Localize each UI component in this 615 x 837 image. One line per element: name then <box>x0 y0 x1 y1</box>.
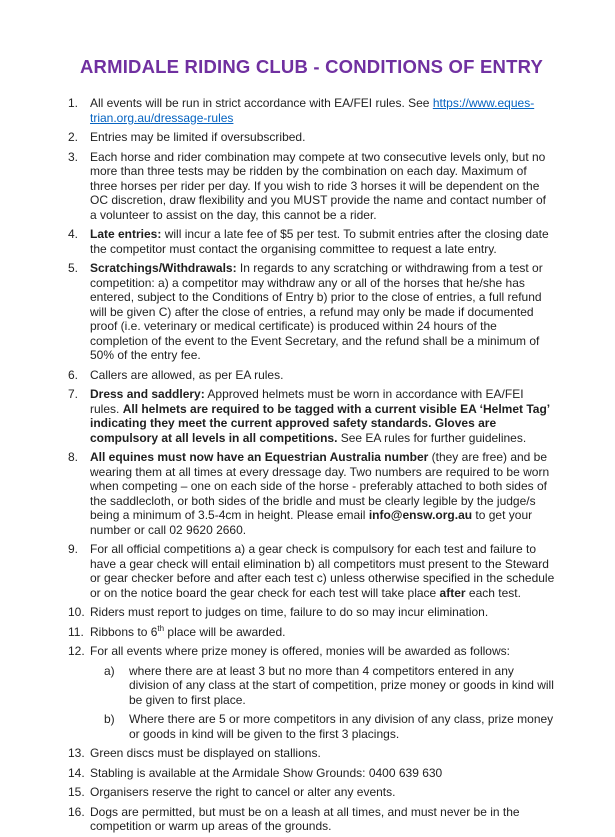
item-text <box>90 387 555 445</box>
page-title: ARMIDALE RIDING CLUB - CONDITIONS OF ENTRY <box>79 56 543 77</box>
list-item-1 <box>68 96 555 125</box>
text-segment: to get your number or call 02 9620 2660. <box>90 508 533 537</box>
item-number: 15. <box>68 785 85 799</box>
list-item-4 <box>68 227 555 256</box>
text-segment: Ribbons to 6 <box>90 624 158 639</box>
item-text: Callers are allowed, as per EA rules. <box>90 367 284 382</box>
scratchings-withdrawals-label: Scratchings/Withdrawals: <box>90 261 237 275</box>
list-item-13 <box>68 746 555 761</box>
sub-item-text: Where there are 5 or more competitors in any division of any class, prize money or goods in kind will be given to the first 3 placings. <box>129 712 554 741</box>
text-segment: For all events where prize money is offered, monies will be awarded as follows: <box>90 644 510 658</box>
item-number: 11. <box>68 624 84 639</box>
item-text <box>90 261 555 363</box>
item-number: 1. <box>68 96 79 110</box>
item-text: Dogs are permitted, but must be on a leash at all times, and must never be in the competition or warm up areas of the grounds. <box>90 804 520 833</box>
conditions-list <box>68 96 555 834</box>
item-text: Stabling is available at the Armidale Show Grounds: 0400 639 630 <box>90 765 443 780</box>
item-number: 4. <box>68 227 79 241</box>
item-number: 14. <box>68 765 85 780</box>
late-entries-label: Late entries: <box>90 227 162 241</box>
text-segment: All events will be run in strict accordance with EA/FEI rules. See <box>90 96 433 110</box>
item-text <box>90 644 555 741</box>
dress-and-saddlery-label: Dress and saddlery: <box>90 387 205 401</box>
item-text: Organisers reserve the right to cancel or alter any events. <box>90 785 396 799</box>
item-text <box>90 625 555 640</box>
ordinal-superscript: th <box>157 623 165 633</box>
text-segment: each test. <box>465 585 521 600</box>
item-number: 7. <box>68 387 79 401</box>
sub-item-a <box>104 664 555 708</box>
item-number: 5. <box>68 261 79 275</box>
item-text: Each horse and rider combination may compete at two consecutive levels only, but no more than three tests may be ridden by the combination on each day. Maximum of three horses per rider per day. If you wish to ride 3 horses it will be dependent on the OC discretion, draw flexibility and you MUST provide the name and contact number of a volunteer to assist on the day, this cannot be a rider. <box>90 149 546 222</box>
list-item-5 <box>68 261 555 363</box>
item-text <box>90 542 555 600</box>
item-text: Riders must report to judges on time, failure to do so may incur elimination. <box>90 605 489 619</box>
list-item-12 <box>68 644 555 741</box>
list-item-8 <box>68 450 555 537</box>
item-number: 10. <box>68 605 85 619</box>
text-segment: will incur a late fee of $5 per test. To submit entries after the closing date the competitor must contact the organising committee to request a late entry. <box>90 227 549 256</box>
list-item-16 <box>68 805 555 834</box>
item-number: 16. <box>68 804 85 819</box>
after-bold-text: after <box>439 585 466 600</box>
list-item-2 <box>68 130 555 145</box>
equestrian-number-bold-text: All equines must now have an Equestrian Australia number <box>90 450 429 464</box>
sub-item-marker: a) <box>104 663 115 678</box>
sub-item-b <box>104 712 555 741</box>
sub-item-text: where there are at least 3 but no more than 4 competitors entered in any division of any class at the start of competition, prize money or goods in kind will be given to first place. <box>129 663 554 707</box>
item-text <box>90 227 555 256</box>
text-segment: place will be awarded. <box>164 624 286 639</box>
link-text-line2: trian.org.au/dressage-rules <box>90 110 234 125</box>
link-text-line1: https://www.eques- <box>432 96 535 110</box>
item-text: Entries may be limited if oversubscribed. <box>90 130 306 144</box>
item-text <box>90 96 555 125</box>
list-item-9 <box>68 542 555 600</box>
helmet-tag-bold-text: All helmets are required to be tagged with a current visible EA ‘Helmet Tag’ indicating they meet the current approved safety standards. Gloves are compulsory at all levels in all competitions. <box>90 401 550 445</box>
list-item-6 <box>68 368 555 383</box>
ensw-email-text: info@ensw.org.au <box>368 508 473 522</box>
list-item-11 <box>68 625 555 640</box>
text-segment: Approved helmets must be worn in accordance with EA/FEI rules. <box>90 387 524 416</box>
text-segment: See EA rules for further guidelines. <box>337 430 527 445</box>
list-item-3 <box>68 150 555 223</box>
list-item-10 <box>68 605 555 620</box>
item-number: 3. <box>68 149 79 164</box>
item-text: Green discs must be displayed on stallions. <box>90 746 321 760</box>
list-item-7 <box>68 387 555 445</box>
text-segment: (they are free) and be wearing them at all times at every dressage day. Two numbers are required to be worn when competing – one on each side of the horse - preferably attached to both sides of the saddlecloth, or both sides of the bridle and must be clearly legible by the judge/s being a minimum of 3.5-4cm in height. Please email <box>90 450 550 522</box>
item-number: 9. <box>68 542 79 556</box>
list-item-14 <box>68 766 555 781</box>
item-text <box>90 450 555 537</box>
item-number: 13. <box>68 746 85 760</box>
list-item-15 <box>68 785 555 800</box>
item-number: 2. <box>68 130 79 144</box>
text-segment: For all official competitions a) a gear check is compulsory for each test and failure to have a gear check will entail elimination b) all competitors must present to the Steward or gear checker before and after each test c) unless otherwise specified in the schedule or on the notice board the gear check for each test will take place <box>90 542 555 600</box>
item-number: 12. <box>68 644 85 658</box>
text-segment: In regards to any scratching or withdrawing from a test or competition: a) a competitor may withdraw any or all of the horses that he/she has entered, subject to the Conditions of Entry b) prior to the close of entries, a full refund will be given C) after the close of entries, a refund may only be made if documented proof (i.e. veterinary or medical certificate) is produced within 24 hours of the completion of the event to the Event Secretary, and the refund shall be a minimum of 50% of the entry fee. <box>90 261 543 362</box>
item-number: 6. <box>68 367 79 382</box>
item-number: 8. <box>68 450 79 464</box>
sub-item-marker: b) <box>104 712 115 726</box>
